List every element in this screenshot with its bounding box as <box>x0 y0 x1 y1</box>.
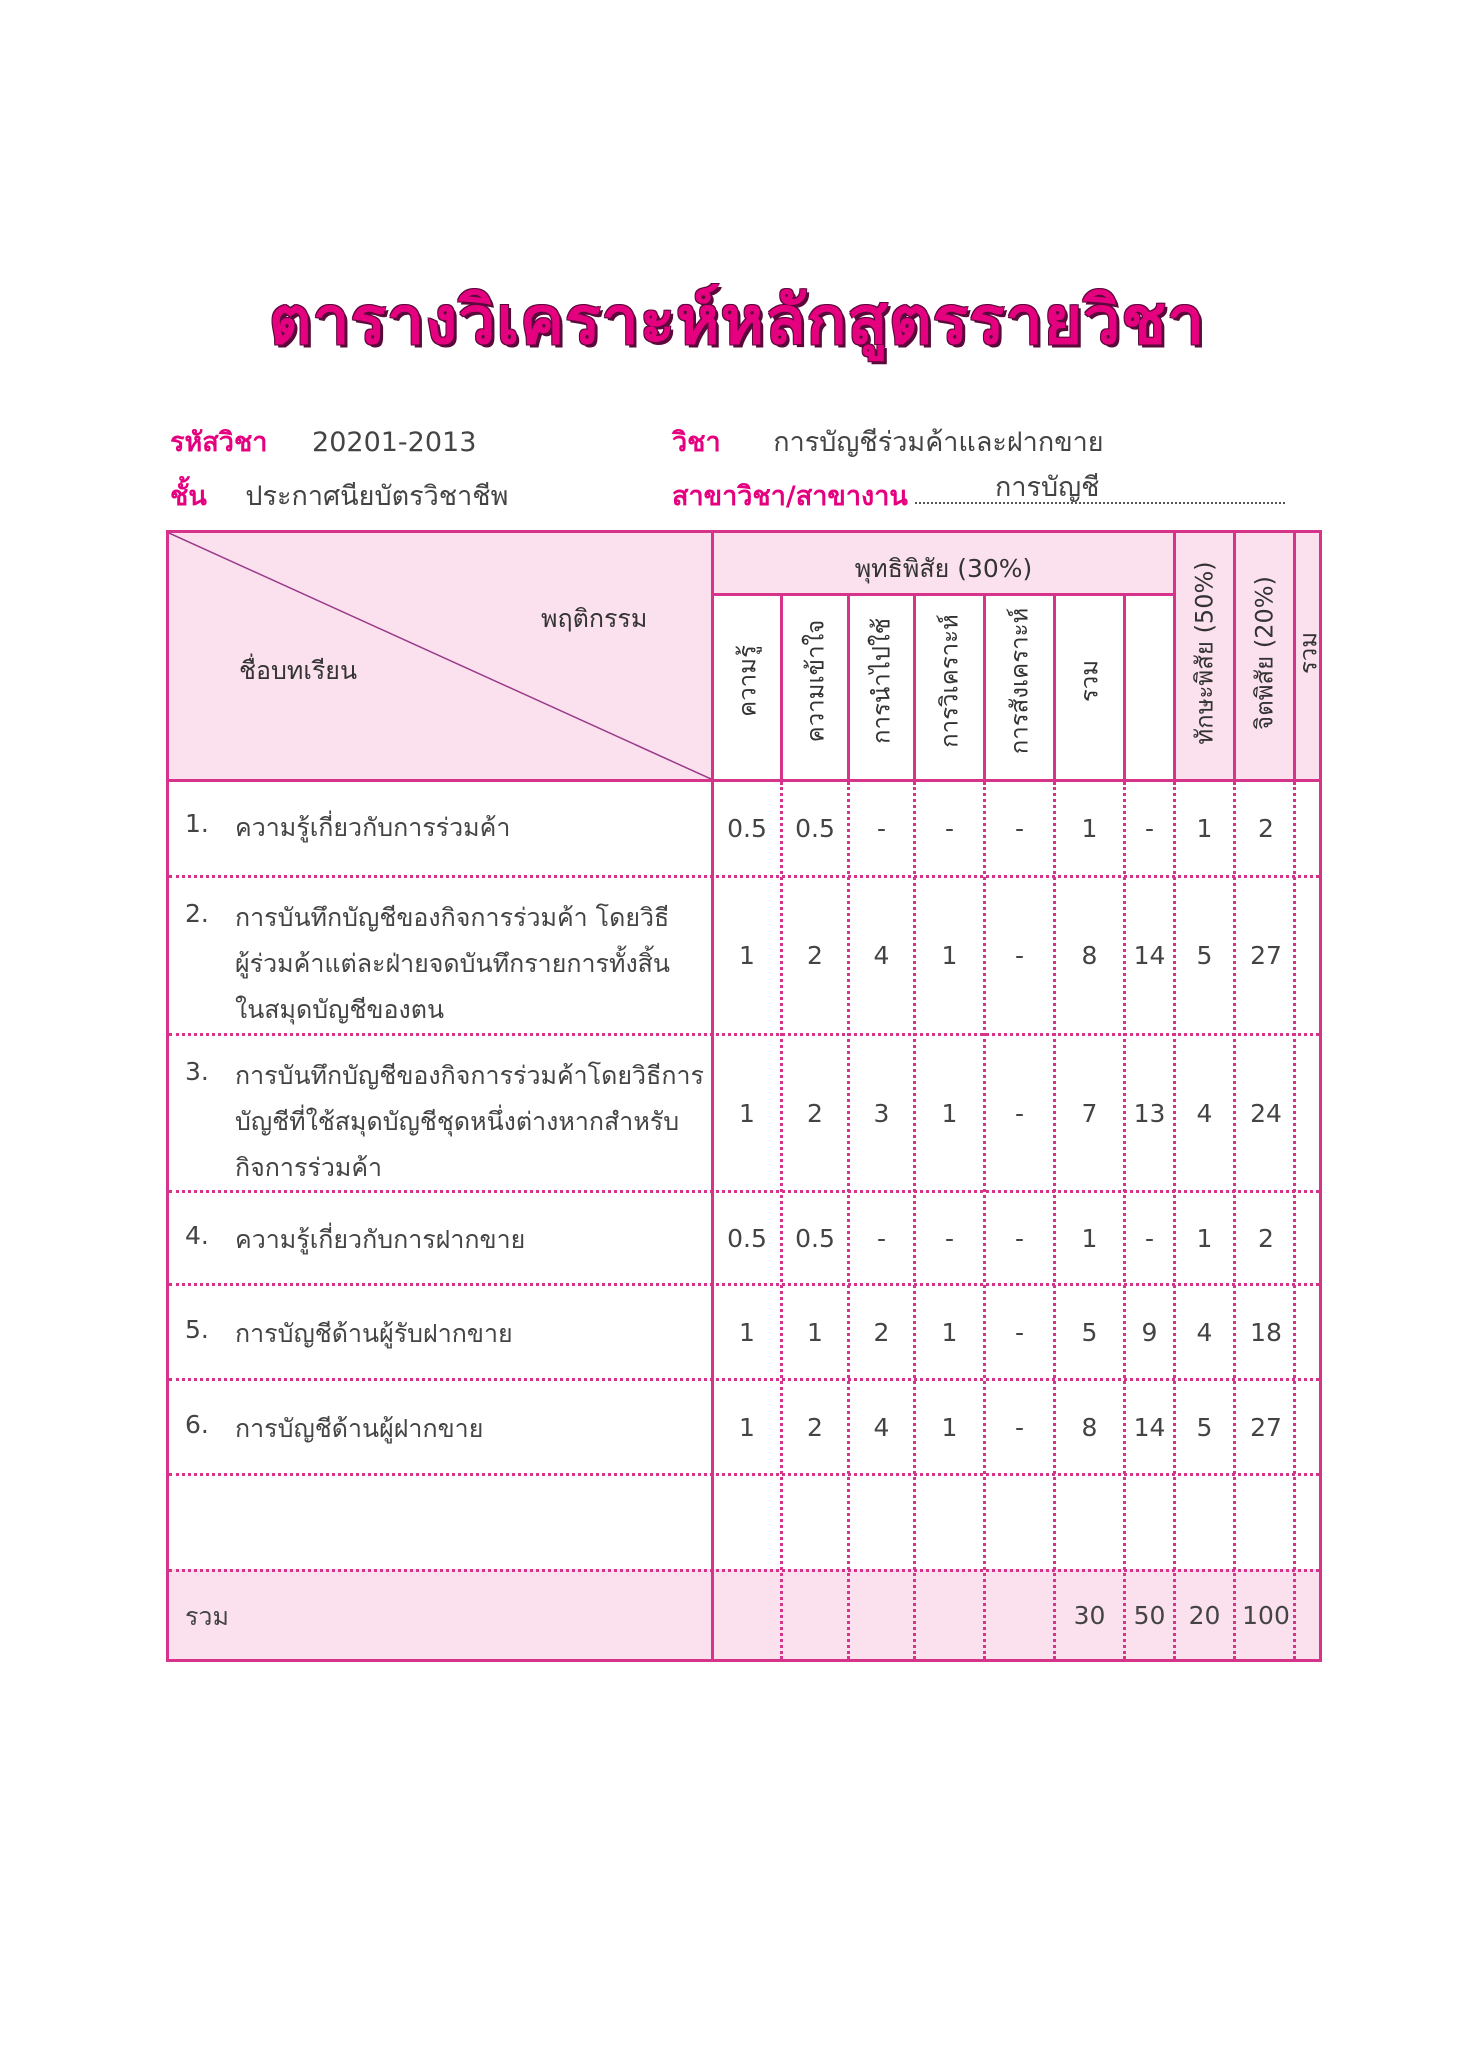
synthesis-cell: - <box>1014 1317 1025 1347</box>
sub-col-divider-6 <box>1123 593 1126 779</box>
comprehension-cell: 2 <box>807 1098 823 1128</box>
course-code-line <box>170 420 476 463</box>
application-cell: 3 <box>873 1098 890 1128</box>
application-cell: 4 <box>873 1412 890 1442</box>
course-code-label: รหัสวิชา <box>170 427 268 458</box>
row-number: 2. <box>185 899 209 928</box>
lesson-topic-line: การบัญชีด้านผู้รับฝากขาย <box>235 1319 513 1348</box>
lesson-topic <box>235 1311 705 1357</box>
analysis-cell: 1 <box>941 1317 958 1347</box>
total-cell: 18 <box>1250 1317 1282 1347</box>
total-cell: 2 <box>1258 1223 1274 1253</box>
synthesis-cell: - <box>1014 1412 1025 1442</box>
skill-cell: - <box>1144 814 1155 843</box>
synthesis-cell: - <box>1014 941 1025 970</box>
affective-header: จิตพิสัย (20%) <box>1250 576 1279 730</box>
row-number: 4. <box>185 1221 209 1250</box>
knowledge-cell: 0.5 <box>727 814 767 843</box>
level-label: ชั้น <box>170 481 207 512</box>
footer-cognitive-sum-cell: 30 <box>1073 1601 1106 1630</box>
analysis-header: การวิเคราะห์ <box>935 614 964 748</box>
lesson-topic-line: การบันทึกบัญชีของกิจการร่วมค้า โดยวิธี <box>235 903 670 932</box>
analysis-cell: 1 <box>941 941 958 970</box>
behavior-header: พฤติกรรม <box>541 604 648 633</box>
sub-col-divider-2 <box>847 593 850 779</box>
department-dotted-line <box>915 480 1285 504</box>
cognitive-sum-cell: 8 <box>1081 941 1098 970</box>
subject-value: การบัญชีร่วมค้าและฝากขาย <box>773 427 1104 458</box>
skill-cell: 13 <box>1133 1098 1166 1128</box>
course-code-value: 20201-2013 <box>312 427 477 458</box>
subject-line <box>672 420 1104 463</box>
cognitive-sum-cell: 1 <box>1081 1223 1098 1253</box>
row-number: 1. <box>185 809 209 838</box>
affective-cell: 5 <box>1196 1412 1213 1442</box>
footer-total-cell: 100 <box>1242 1601 1290 1630</box>
knowledge-cell: 1 <box>739 1317 755 1347</box>
page-title: ตารางวิเคราะห์หลักสูตรรายวิชา <box>268 282 1206 359</box>
analysis-cell: - <box>944 814 955 843</box>
affective-cell: 1 <box>1196 1223 1213 1253</box>
lesson-topic-line: ผู้ร่วมค้าแต่ละฝ่ายจดบันทึกรายการทั้งสิ้น <box>235 949 670 978</box>
sub-col-divider-3 <box>913 593 916 779</box>
affective-cell: 5 <box>1196 941 1213 970</box>
lesson-topic <box>235 895 705 1033</box>
knowledge-cell: 1 <box>739 941 755 970</box>
lesson-topic <box>235 1053 705 1191</box>
affective-cell: 1 <box>1196 814 1213 843</box>
footer-analysis-cell <box>916 1572 983 1659</box>
comprehension-cell: 1 <box>807 1317 823 1347</box>
synthesis-cell: - <box>1014 814 1025 843</box>
knowledge-cell: 0.5 <box>727 1223 767 1253</box>
lesson-topic-line: การบัญชีด้านผู้ฝากขาย <box>235 1414 484 1443</box>
total-header: รวม <box>1294 631 1323 675</box>
lesson-topic-line: กิจการร่วมค้า <box>235 1153 383 1182</box>
skill-cell: 14 <box>1133 941 1166 970</box>
row-number: 3. <box>185 1057 209 1086</box>
knowledge-cell: 1 <box>739 1098 755 1128</box>
lesson-topic <box>235 1406 705 1452</box>
analysis-cell: 1 <box>941 1412 958 1442</box>
footer-synthesis-cell <box>986 1572 1053 1659</box>
skill-header: ทักษะพิสัย (50%) <box>1190 561 1219 745</box>
application-cell: 4 <box>873 941 890 970</box>
department-line <box>672 474 908 517</box>
footer-affective-cell: 20 <box>1188 1601 1221 1630</box>
row-number: 5. <box>185 1315 209 1344</box>
footer-knowledge-cell <box>714 1572 780 1659</box>
cognitive-sum-header: รวม <box>1075 659 1104 703</box>
knowledge-header: ความรู้ <box>733 645 762 717</box>
application-cell: - <box>876 814 887 843</box>
analysis-cell: 1 <box>941 1098 958 1128</box>
comprehension-cell: 0.5 <box>795 1223 835 1253</box>
cognitive-sum-cell: 5 <box>1081 1317 1098 1347</box>
knowledge-cell: 1 <box>739 1412 755 1442</box>
synthesis-header: การสังเคราะห์ <box>1005 607 1034 755</box>
subject-label: วิชา <box>672 427 721 458</box>
row-line-6 <box>169 1473 1319 1476</box>
row-number: 6. <box>185 1410 209 1439</box>
comprehension-cell: 0.5 <box>795 814 835 843</box>
comprehension-header: ความเข้าใจ <box>801 619 830 743</box>
affective-cell: 4 <box>1196 1098 1213 1128</box>
lesson-topic <box>235 805 705 851</box>
footer-comprehension-cell <box>783 1572 847 1659</box>
total-cell: 27 <box>1250 1412 1282 1442</box>
affective-cell: 4 <box>1196 1317 1213 1347</box>
department-value: การบัญชี <box>995 472 1100 503</box>
lesson-header: ชื่อบทเรียน <box>239 656 358 685</box>
lesson-topic-line: บัญชีที่ใช้สมุดบัญชีชุดหนึ่งต่างหากสำหรับ <box>235 1107 680 1136</box>
footer-skill-cell: 50 <box>1133 1601 1166 1630</box>
skill-cell: 9 <box>1141 1317 1158 1347</box>
comprehension-cell: 2 <box>807 1412 823 1442</box>
total-cell: 2 <box>1258 814 1274 843</box>
department-label: สาขาวิชา/สาขางาน <box>672 481 908 512</box>
lesson-topic-line: ความรู้เกี่ยวกับการฝากขาย <box>235 1225 526 1254</box>
cognitive-sum-cell: 1 <box>1081 814 1098 843</box>
lesson-topic-line: ความรู้เกี่ยวกับการร่วมค้า <box>235 813 511 842</box>
skill-cell: - <box>1144 1223 1155 1253</box>
sub-col-divider-1 <box>780 593 783 779</box>
synthesis-cell: - <box>1014 1098 1025 1128</box>
level-line <box>170 474 508 517</box>
sub-col-divider-5 <box>1053 593 1056 779</box>
lesson-topic-line: ในสมุดบัญชีของตน <box>235 995 445 1024</box>
level-value: ประกาศนียบัตรวิชาชีพ <box>245 481 509 512</box>
synthesis-cell: - <box>1014 1223 1025 1253</box>
lesson-topic-line: การบันทึกบัญชีของกิจการร่วมค้าโดยวิธีการ <box>235 1061 704 1090</box>
cognitive-sum-cell: 7 <box>1081 1098 1098 1128</box>
total-cell: 27 <box>1250 941 1282 970</box>
total-cell: 24 <box>1250 1098 1282 1128</box>
sub-col-divider-4 <box>983 593 986 779</box>
application-cell: 2 <box>873 1317 890 1347</box>
skill-cell: 14 <box>1133 1412 1166 1442</box>
cognitive-header: พุทธิพิสัย (30%) <box>854 554 1033 583</box>
footer-application-cell <box>850 1572 913 1659</box>
lesson-topic <box>235 1217 705 1263</box>
col-divider-affective <box>1233 533 1236 779</box>
col-divider-skill <box>1173 533 1176 779</box>
application-cell: - <box>876 1223 887 1253</box>
cognitive-sum-cell: 8 <box>1081 1412 1098 1442</box>
footer-total-label: รวม <box>185 1602 229 1631</box>
analysis-cell: - <box>944 1223 955 1253</box>
comprehension-cell: 2 <box>807 941 823 970</box>
application-header: การนำไปใช้ <box>867 617 896 745</box>
curriculum-analysis-table <box>166 530 1322 1662</box>
